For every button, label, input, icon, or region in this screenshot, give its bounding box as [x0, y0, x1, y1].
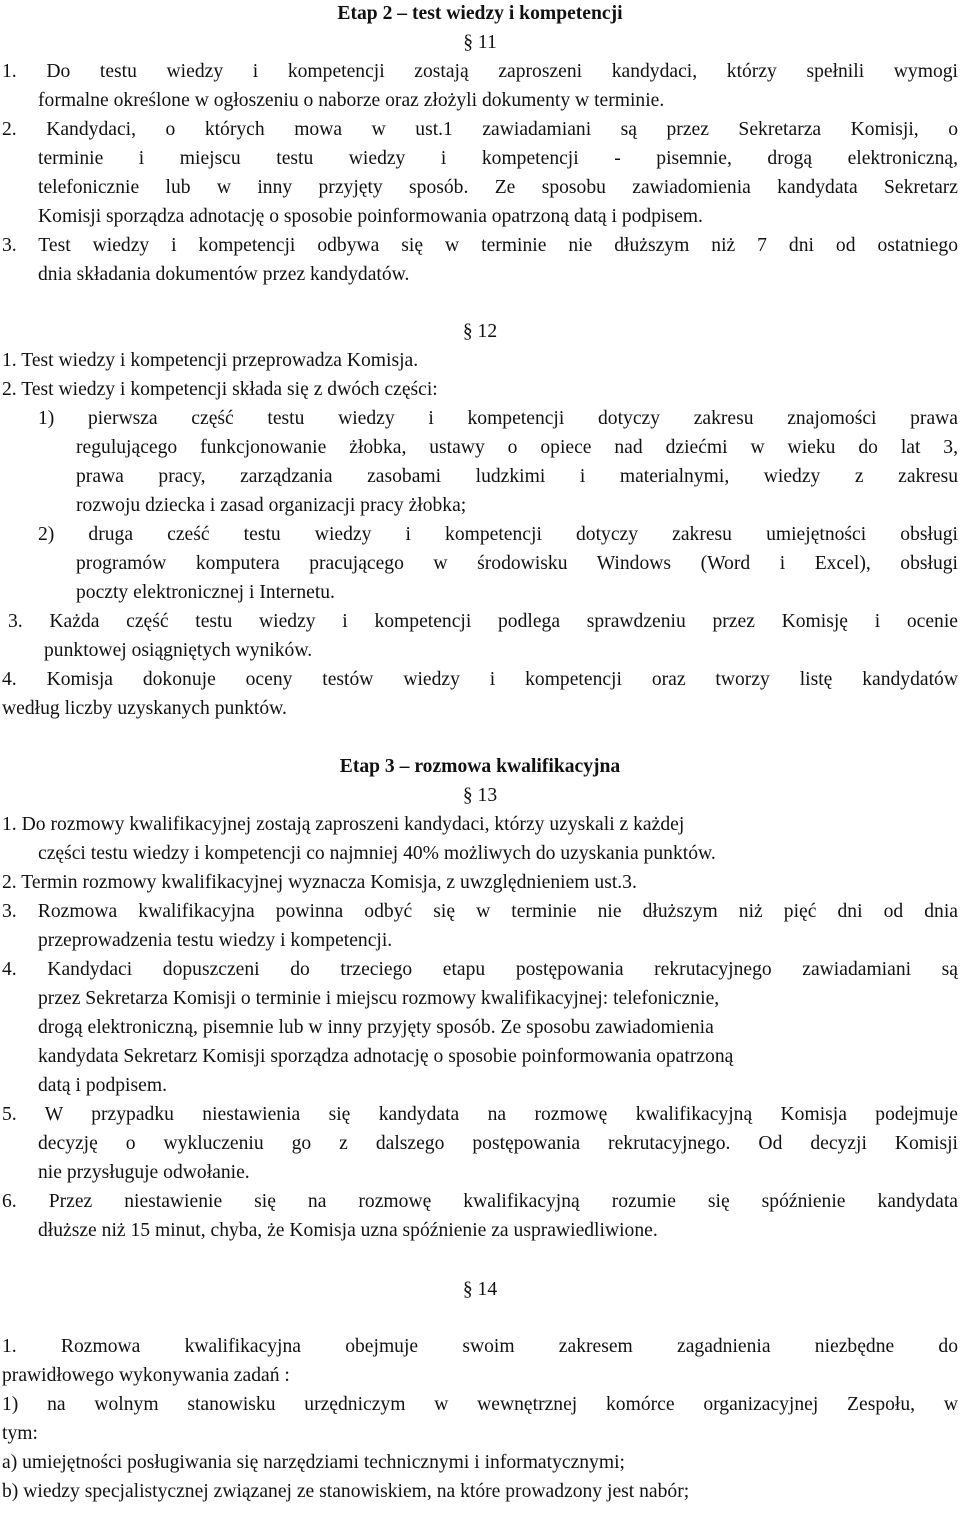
p13-6-line1: 6. Przez niestawienie się na rozmowę kwalifikacyjną rozumie się spóźnienie kandydata — [2, 1191, 958, 1212]
p14-1-1-line1: 1) na wolnym stanowisku urzędniczym w wewnętrznej komórce organizacyjnej Zespołu, w — [2, 1394, 958, 1415]
p12-3-line1: 3. Każda część testu wiedzy i kompetencji podlega sprawdzeniu przez Komisję i ocenie — [8, 611, 958, 632]
p13-5-line3: nie przysługuje odwołanie. — [38, 1162, 250, 1183]
p13-5-line1: 5. W przypadku niestawienia się kandydata na rozmowę kwalifikacyjną Komisja podejmuje — [2, 1104, 958, 1125]
p11-3-line2: dnia składania dokumentów przez kandydatów. — [38, 264, 410, 285]
section-11: § 11 — [463, 32, 497, 53]
p13-6-line2: dłuższe niż 15 minut, chyba, że Komisja uzna spóźnienie za usprawiedliwione. — [38, 1220, 658, 1241]
p11-2-line2: terminie i miejscu testu wiedzy i kompetencji - pisemnie, drogą elektroniczną, — [38, 148, 958, 169]
p12-2-2-line3: poczty elektronicznej i Internetu. — [76, 582, 335, 603]
p12-4-line2: według liczby uzyskanych punktów. — [2, 698, 287, 719]
p13-4-line3: drogą elektroniczną, pisemnie lub w inny przyjęty sposób. Ze sposobu zawiadomienia — [38, 1017, 714, 1038]
p13-1-line2: części testu wiedzy i kompetencji co najmniej 40% możliwych do uzyskania punktów. — [38, 843, 716, 864]
p12-2-2-line2: programów komputera pracującego w środowisku Windows (Word i Excel), obsługi — [76, 553, 958, 574]
section-12: § 12 — [462, 321, 498, 342]
p12-3-line2: punktowej osiągniętych wyników. — [44, 640, 313, 661]
p11-2-line4: Komisji sporządza adnotację o sposobie poinformowania opatrzoną datą i podpisem. — [38, 206, 703, 227]
p13-5-line2: decyzję o wykluczeniu go z dalszego postępowania rekrutacyjnego. Od decyzji Komisji — [38, 1133, 958, 1154]
p14-item-a: a) umiejętności posługiwania się narzędziami technicznymi i informatycznymi; — [2, 1452, 625, 1473]
section-14: § 14 — [462, 1279, 498, 1300]
p11-3-line1: 3. Test wiedzy i kompetencji odbywa się w terminie nie dłuższym niż 7 dni od ostatniego — [2, 235, 958, 256]
section-13: § 13 — [462, 785, 498, 806]
p13-4-line2: przez Sekretarza Komisji o terminie i miejscu rozmowy kwalifikacyjnej: telefonicznie, — [38, 988, 720, 1009]
p12-1: 1. Test wiedzy i kompetencji przeprowadza Komisja. — [2, 350, 419, 371]
p12-2-1-line2: regulującego funkcjonowanie żłobka, ustawy o opiece nad dziećmi w wieku do lat 3, — [76, 437, 958, 458]
p14-1-line2: prawidłowego wykonywania zadań : — [2, 1365, 290, 1386]
etap3-heading: Etap 3 – rozmowa kwalifikacyjna — [339, 756, 621, 777]
p12-2-2-line1: 2) druga cześć testu wiedzy i kompetencji dotyczy zakresu umiejętności obsługi — [38, 524, 958, 545]
p11-1-line2: formalne określone w ogłoszeniu o naborze oraz złożyli dokumenty w terminie. — [38, 90, 665, 111]
p13-4-line5: datą i podpisem. — [38, 1075, 167, 1096]
p12-2-1-line1: 1) pierwsza część testu wiedzy i kompetencji dotyczy zakresu znajomości prawa — [38, 408, 958, 429]
p13-2: 2. Termin rozmowy kwalifikacyjnej wyznacza Komisja, z uwzględnieniem ust.3. — [2, 872, 637, 893]
p11-1-line1: 1. Do testu wiedzy i kompetencji zostają zaproszeni kandydaci, którzy spełnili wymogi — [2, 61, 958, 82]
p13-4-line1: 4. Kandydaci dopuszczeni do trzeciego etapu postępowania rekrutacyjnego zawiadamiani są — [2, 959, 958, 980]
p14-1-1-line2: tym: — [2, 1423, 38, 1444]
etap2-heading: Etap 2 – test wiedzy i kompetencji — [337, 3, 623, 24]
p12-4-line1: 4. Komisja dokonuje oceny testów wiedzy i kompetencji oraz tworzy listę kandydatów — [2, 669, 958, 690]
p13-3-line2: przeprowadzenia testu wiedzy i kompetencji. — [38, 930, 393, 951]
p13-4-line4: kandydata Sekretarz Komisji sporządza adnotację o sposobie poinformowania opatrzoną — [38, 1046, 734, 1067]
p12-2-1-line3: prawa pracy, zarządzania zasobami ludzkimi i materialnymi, wiedzy z zakresu — [76, 466, 958, 487]
p14-item-b: b) wiedzy specjalistycznej związanej ze stanowiskiem, na które prowadzony jest nabór; — [2, 1481, 690, 1502]
p14-1-line1: 1. Rozmowa kwalifikacyjna obejmuje swoim zakresem zagadnienia niezbędne do — [2, 1336, 958, 1357]
p12-2-1-line4: rozwoju dziecka i zasad organizacji pracy żłobka; — [76, 495, 467, 516]
p13-3-line1: 3. Rozmowa kwalifikacyjna powinna odbyć się w terminie nie dłuższym niż pięć dni od dnia — [2, 901, 958, 922]
p12-2: 2. Test wiedzy i kompetencji składa się z dwóch części: — [2, 379, 438, 400]
p11-2-line1: 2. Kandydaci, o których mowa w ust.1 zawiadamiani są przez Sekretarza Komisji, o — [2, 119, 958, 140]
p11-2-line3: telefonicznie lub w inny przyjęty sposób. Ze sposobu zawiadomienia kandydata Sekretarz — [38, 177, 958, 198]
p13-1-line1: 1. Do rozmowy kwalifikacyjnej zostają zaproszeni kandydaci, którzy uzyskali z każdej — [2, 814, 685, 835]
